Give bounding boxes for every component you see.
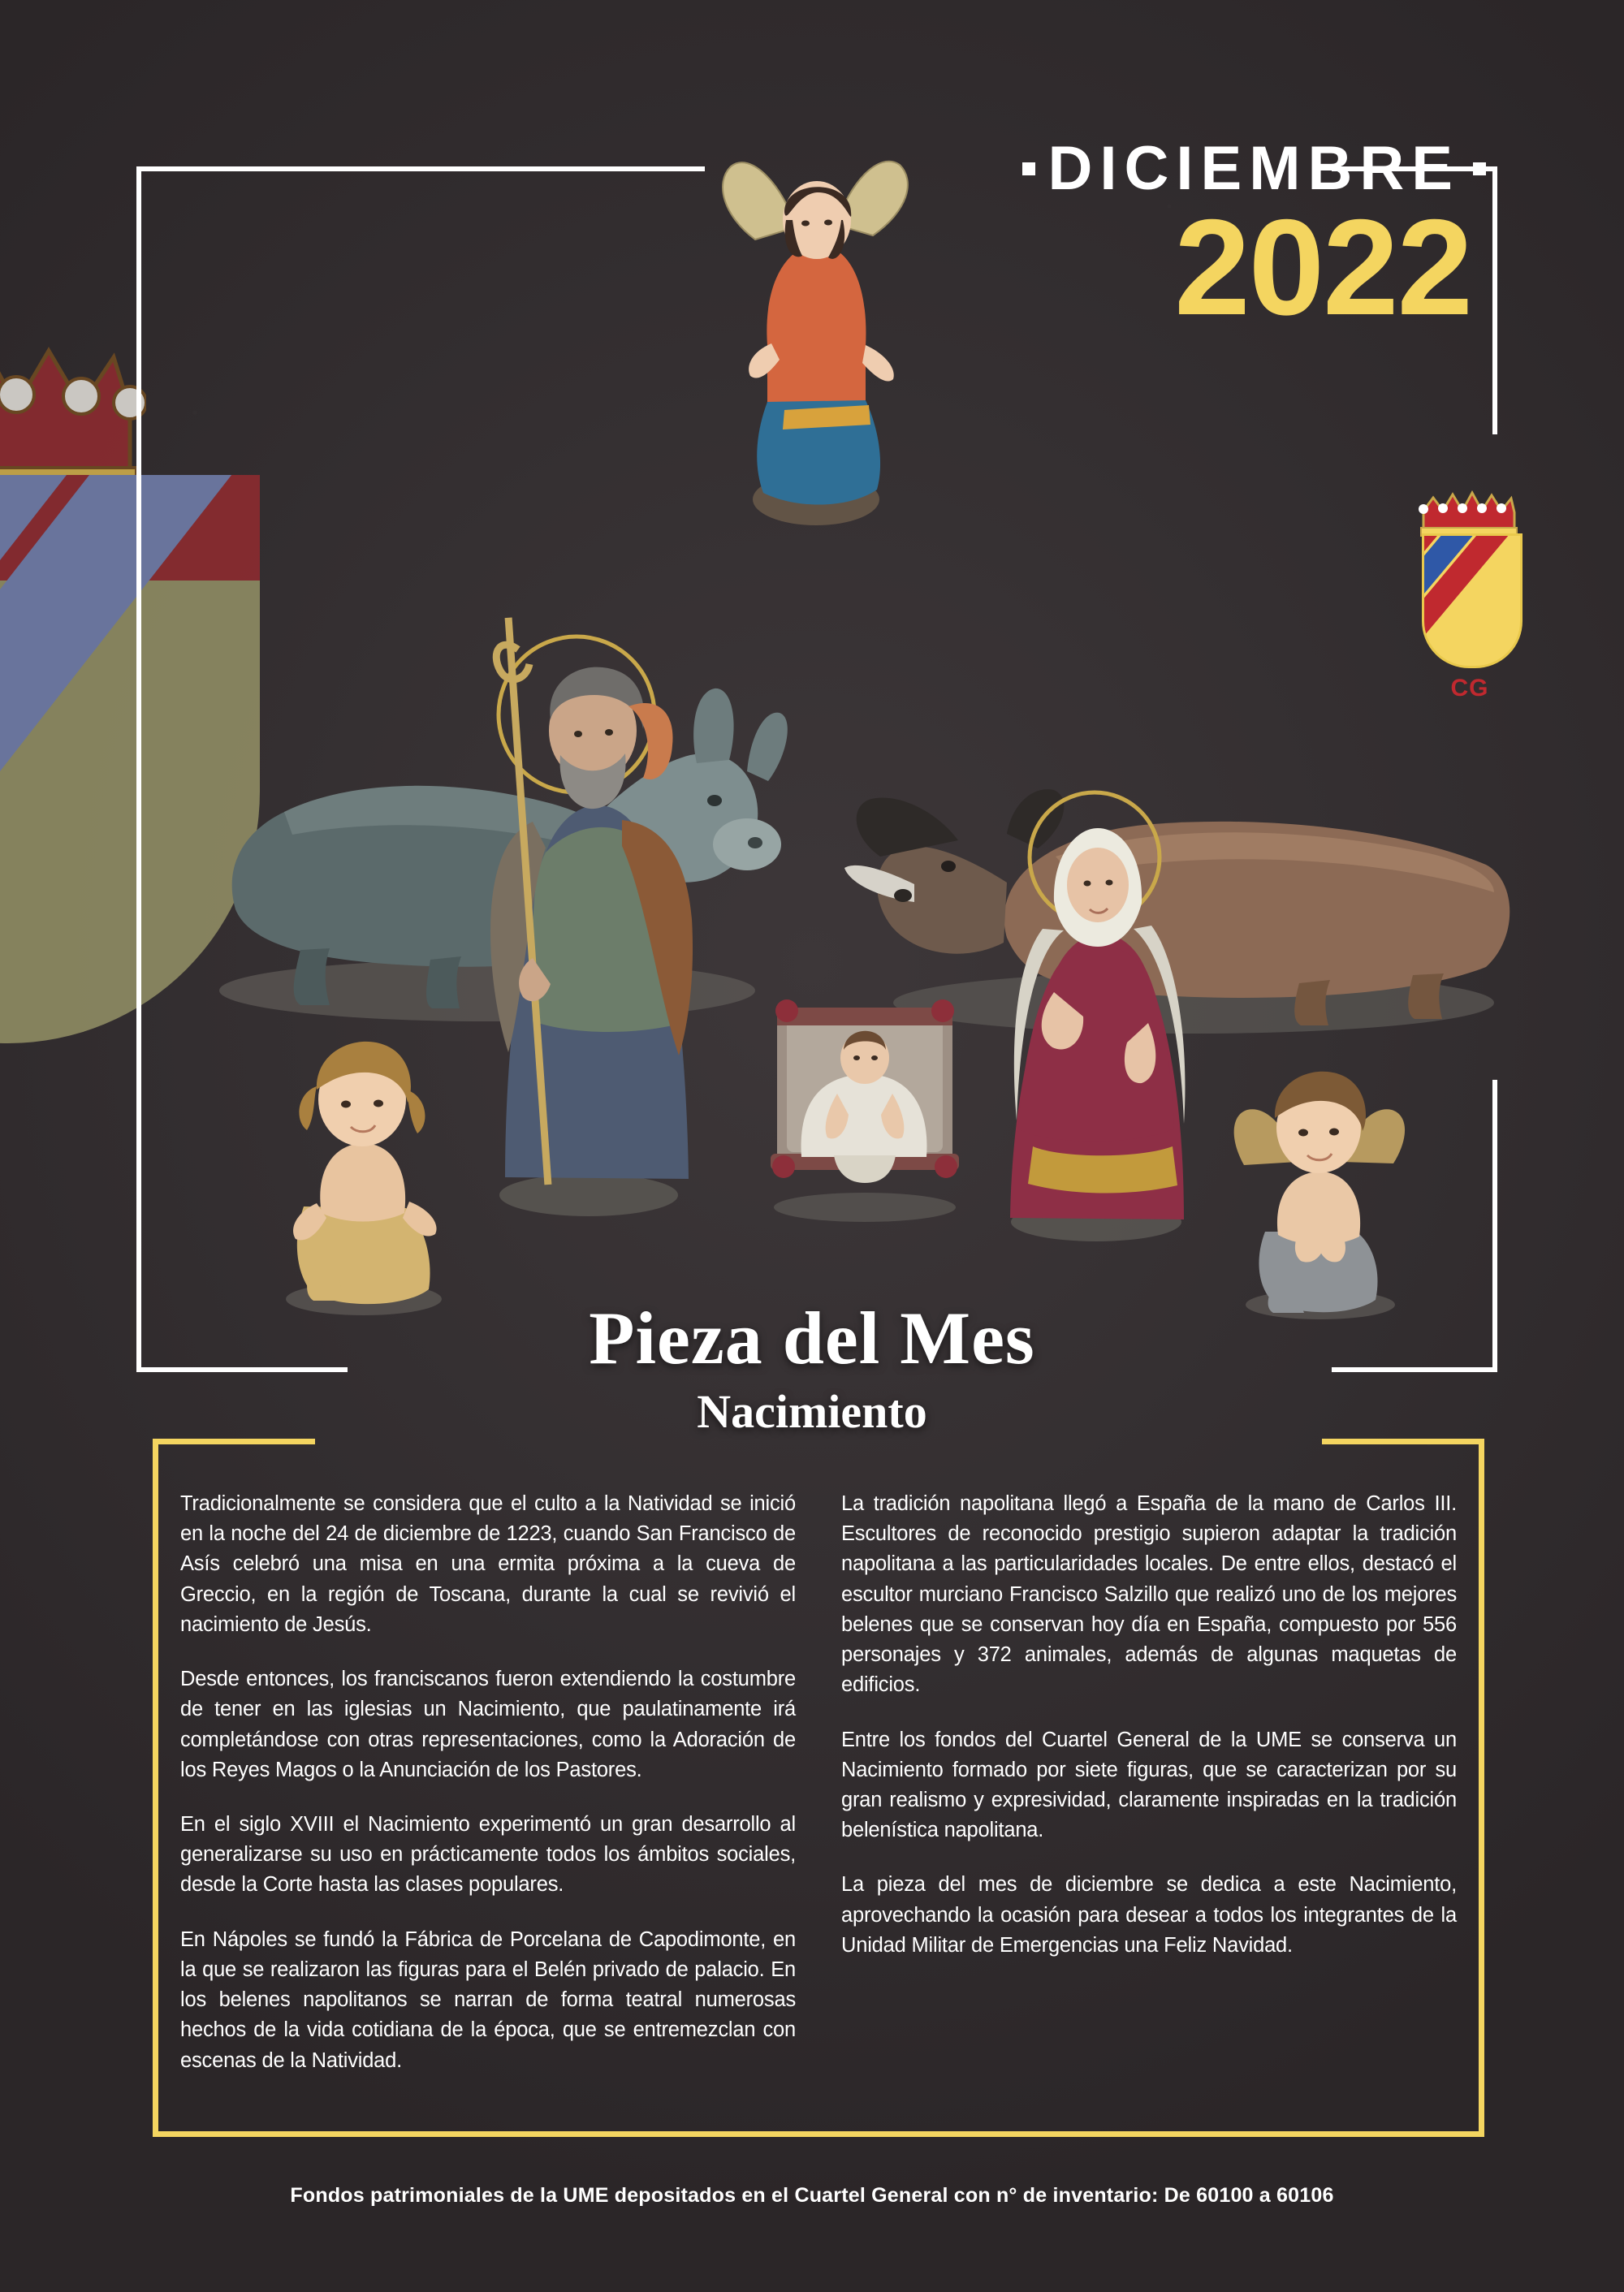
- paragraph: Desde entonces, los franciscanos fueron extendiendo la costumbre de tener en las iglesias un Nacimiento, que paulatinamente irá completándose con otras representaciones, como la Adoración de los Reyes Magos o la Anunciación de los Pastores.: [180, 1668, 796, 1781]
- frame-line-yellow-top-left: [153, 1439, 315, 1444]
- crown-icon: [0, 309, 146, 495]
- cherub-left-figure: [268, 1015, 455, 1315]
- mary-figure: [974, 779, 1218, 1242]
- cherub-right-figure: [1226, 1043, 1413, 1319]
- month-label: DICIEMBRE: [1047, 134, 1460, 203]
- right-column: [841, 1489, 1457, 2100]
- paragraph: En Nápoles se fundó la Fábrica de Porcelana de Capodimonte, en la que se realizaron las figuras para el Belén privado de palacio. En los belenes napolitanos se narran de forma teatral numerosas hechos de la vida cotidiana de la época, que se entremezclan con escenas de la Natividad.: [180, 1927, 796, 2072]
- bullet-icon: [1022, 162, 1035, 175]
- footer-note: Fondos patrimoniales de la UME depositados en el Cuartel General con n° de inventario: De 60100 a 60106: [290, 2184, 1334, 2207]
- frame-line-top-left: [136, 166, 705, 171]
- body-columns: [180, 1489, 1457, 2100]
- frame-line-yellow-right: [1479, 1439, 1484, 2137]
- paragraph: En el siglo XVIII el Nacimiento experimentó un gran desarrollo al generalizarse su uso en prácticamente todos los ámbitos sociales, desde la Corte hasta las clases populares.: [180, 1812, 796, 1897]
- paragraph: La pieza del mes de diciembre se dedica a este Nacimiento, aprovechando la ocasión para desear a todos los integrantes de la Unidad Militar de Emergencias una Feliz Navidad.: [841, 1873, 1457, 1957]
- year-label: 2022: [1174, 191, 1471, 343]
- crib-figure: [759, 954, 970, 1222]
- frame-line-yellow-bottom: [153, 2131, 1484, 2137]
- frame-line-yellow-left: [153, 1439, 158, 2137]
- angel-figure: [706, 142, 926, 532]
- crest-label: CG: [1450, 675, 1489, 701]
- crest-shield: [1422, 533, 1522, 668]
- joseph-figure: [455, 617, 723, 1218]
- page-subtitle: Nacimiento: [697, 1385, 927, 1438]
- frame-line-yellow-top-right: [1322, 1439, 1484, 1444]
- frame-line-left: [136, 166, 141, 1372]
- paragraph: Tradicionalmente se considera que el culto a la Natividad se inició en la noche del 24 de diciembre de 1223, cuando San Francisco de Asís celebró una misa en una ermita próxima a la cueva de Greccio, en la región de Toscana, durante la cual se revivió el nacimiento de Jesús.: [180, 1492, 796, 1636]
- page-title: Pieza del Mes: [589, 1297, 1035, 1379]
- bullet-icon: [1473, 162, 1486, 175]
- paragraph: La tradición napolitana llegó a España de la mano de Carlos III. Escultores de reconocido prestigio supieron adaptar la tradición napolitana a las particularidades locales. De entre ellos, destacó el escultor murciano Francisco Salzillo que realizó uno de los mejores belenes que se conservan hoy día en España, compuesto por 556 personajes y 372 animales, además de algunas maquetas de edificios.: [841, 1492, 1457, 1697]
- left-column: [180, 1489, 796, 2100]
- paragraph: Entre los fondos del Cuartel General de la UME se conserva un Nacimiento formado por siete figuras, que se caracterizan por su gran realismo y expresividad, claramente inspiradas en la tradición belenística napolitana.: [841, 1728, 1457, 1842]
- ume-crest: [1409, 483, 1531, 751]
- crown-icon: [1419, 483, 1519, 537]
- text-frame: [153, 1439, 1484, 2137]
- header-date: [934, 134, 1486, 343]
- frame-line-right-top: [1492, 166, 1497, 434]
